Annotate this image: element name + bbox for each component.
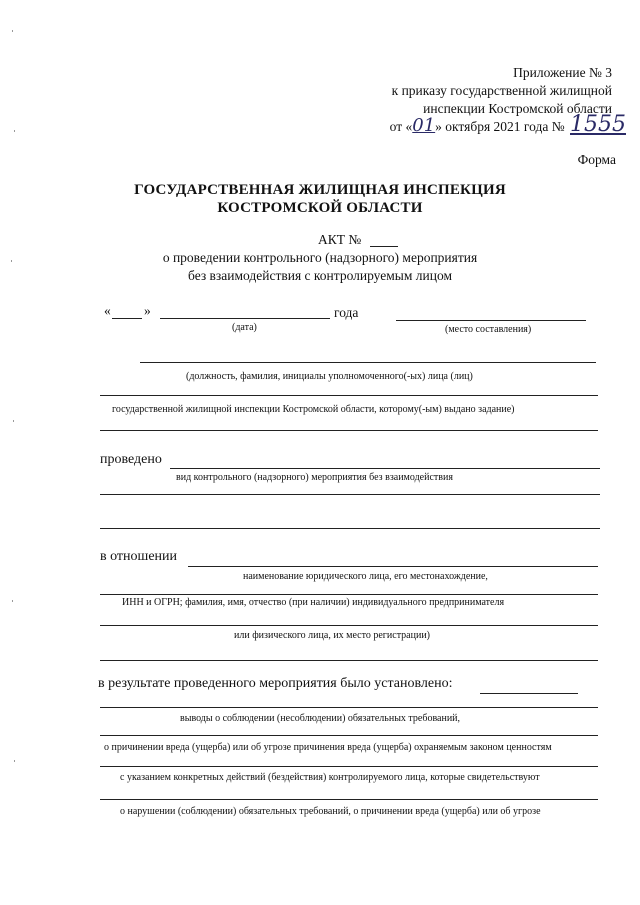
official-caption-1: (должность, фамилия, инициалы уполномоченного(-ых) лица (лиц) xyxy=(186,371,473,382)
act-number-line xyxy=(370,246,398,247)
result-caption-4: о нарушении (соблюдении) обязательных требований, о причинении вреда (ущерба) или об угрозе xyxy=(120,806,541,817)
official-line-2 xyxy=(100,395,598,396)
result-line-3 xyxy=(100,735,598,736)
official-line-3 xyxy=(100,430,598,431)
conducted-label: проведено xyxy=(100,452,162,467)
act-title-text: АКТ № xyxy=(318,232,362,247)
regarding-caption-1: наименование юридического лица, его местонахождение, xyxy=(243,571,488,582)
date-caption: (дата) xyxy=(232,322,257,333)
annex-line-3: инспекции Костромской области xyxy=(423,101,612,116)
scan-speck xyxy=(13,420,14,422)
result-caption-3: с указанием конкретных действий (бездействия) контролируемого лица, которые свидетельствуют xyxy=(120,772,540,783)
date-year-word: года xyxy=(334,305,359,320)
org-name-line-1: ГОСУДАРСТВЕННАЯ ЖИЛИЩНАЯ ИНСПЕКЦИЯ xyxy=(134,182,506,198)
act-subtitle-1: о проведении контрольного (надзорного) мероприятия xyxy=(162,250,478,265)
result-label: в результате проведенного мероприятия было установлено: xyxy=(98,676,453,691)
regarding-line-4 xyxy=(100,660,598,661)
result-line-1 xyxy=(480,693,578,694)
annex-line-4 xyxy=(389,112,626,137)
act-title xyxy=(318,232,361,248)
conducted-caption: вид контрольного (надзорного) мероприятия без взаимодействия xyxy=(176,472,453,483)
scan-speck xyxy=(12,600,13,602)
act-subtitle-2: без взаимодействия с контролируемым лицом xyxy=(188,268,452,283)
result-line-5 xyxy=(100,799,598,800)
scan-speck xyxy=(14,760,15,762)
date-month-line xyxy=(160,318,330,319)
org-name-line-2: КОСТРОМСКОЙ ОБЛАСТИ xyxy=(217,200,423,216)
official-line-1 xyxy=(140,362,596,363)
annex-number-handwritten: 1555 xyxy=(570,112,626,137)
regarding-line-1 xyxy=(188,566,598,567)
regarding-caption-3: или физического лица, их место регистрации) xyxy=(234,630,431,641)
annex-day-handwritten: 01 xyxy=(412,115,436,136)
scan-speck xyxy=(14,130,15,132)
result-caption-1: выводы о соблюдении (несоблюдении) обязательных требований, xyxy=(180,713,461,724)
result-line-4 xyxy=(100,766,598,767)
conducted-line-1 xyxy=(170,468,600,469)
annex-line-1: Приложение № 3 xyxy=(513,65,612,80)
official-caption-2: государственной жилищной инспекции Костромской области, которому(-ым) выдано задание) xyxy=(112,404,515,415)
result-line-2 xyxy=(100,707,598,708)
regarding-caption-2: ИНН и ОГРН; фамилия, имя, отчество (при наличии) индивидуального предпринимателя xyxy=(122,597,505,608)
form-label: Форма xyxy=(577,152,616,167)
date-day-line xyxy=(112,318,142,319)
regarding-label: в отношении xyxy=(100,549,178,564)
date-close-quote: » xyxy=(144,303,151,318)
result-caption-2: о причинении вреда (ущерба) или об угрозе причинения вреда (ущерба) охраняемым законом ценностям xyxy=(104,742,552,753)
place-caption: (место составления) xyxy=(445,324,532,335)
date-open-quote: « xyxy=(104,303,111,318)
annex-date-prefix: от « xyxy=(389,119,413,134)
conducted-line-2 xyxy=(100,494,600,495)
regarding-line-2 xyxy=(100,594,598,595)
annex-line-2: к приказу государственной жилищной xyxy=(391,83,612,98)
place-line xyxy=(396,320,586,321)
scan-speck xyxy=(11,260,12,262)
annex-date-mid: » октября 2021 года № xyxy=(435,119,565,134)
regarding-line-3 xyxy=(100,625,598,626)
scan-speck xyxy=(12,30,13,32)
conducted-line-3 xyxy=(100,528,600,529)
